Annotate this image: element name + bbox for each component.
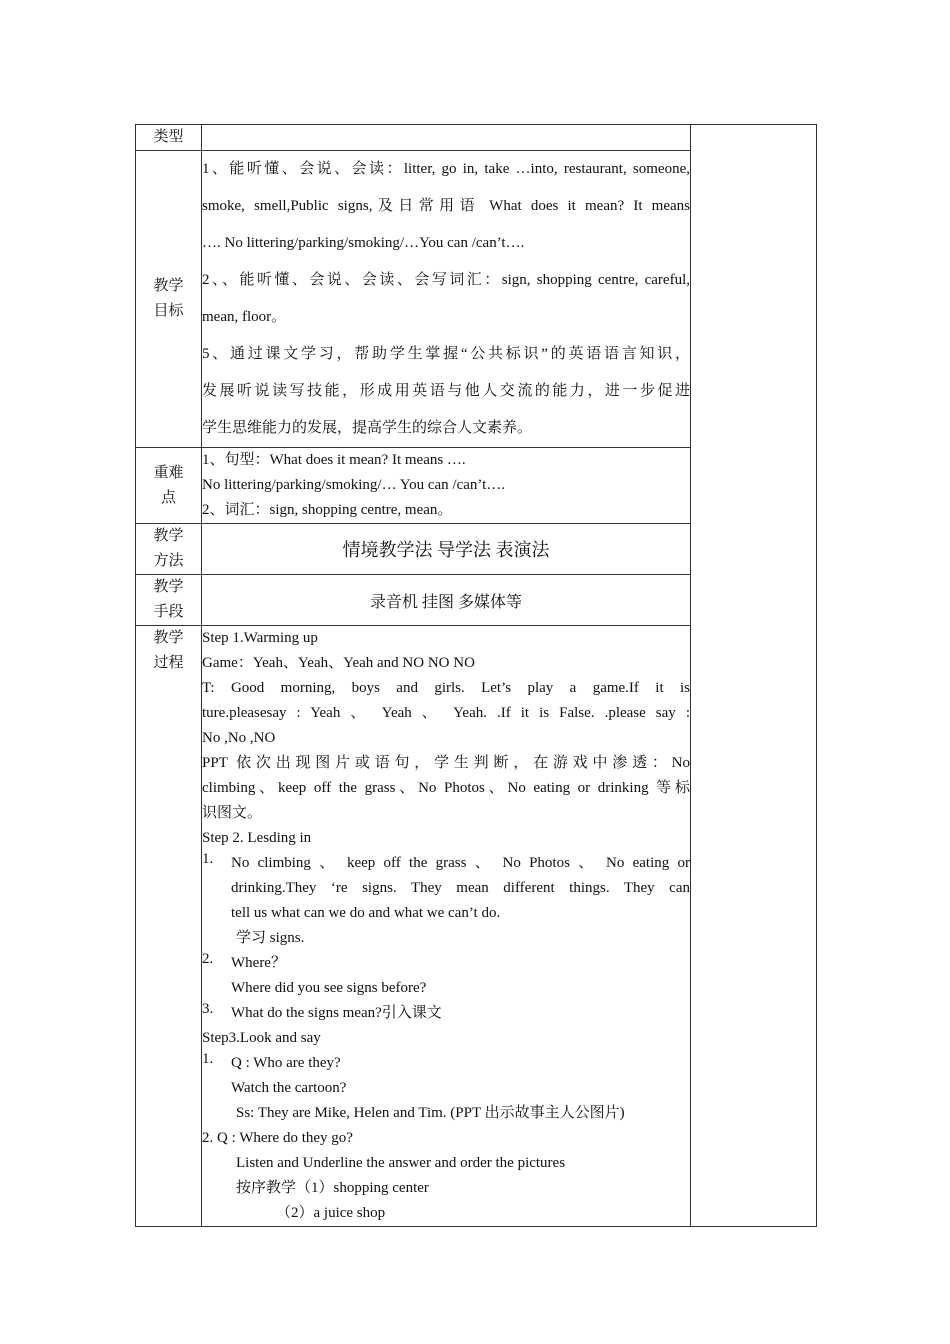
goal-line: 1、能听懂、会说、会读：litter, go in, take …into, restaurant, someone, bbox=[202, 161, 690, 177]
key-point-line: 2、词汇：sign, shopping centre, mean。 bbox=[202, 502, 453, 518]
list-item bbox=[202, 1051, 690, 1101]
label-tools-line-2: 手段 bbox=[153, 604, 184, 620]
key-point-line: No littering/parking/smoking/… You can /can’t…. bbox=[202, 477, 506, 493]
process-line: 2. Q : Where do they go? bbox=[202, 1130, 353, 1146]
process-content bbox=[202, 626, 691, 1227]
process-line: ture.pleasesay : Yeah 、 Yeah 、 Yeah. .If it is False. .please say : bbox=[202, 705, 690, 721]
list-item bbox=[202, 851, 690, 951]
process-line: Q : Who are they? bbox=[231, 1055, 341, 1071]
label-type bbox=[136, 125, 202, 151]
goals-content bbox=[202, 151, 691, 448]
step-title: Step3.Look and say bbox=[202, 1030, 321, 1046]
goal-line: 5、通过课文学习，帮助学生掌握“公共标识”的英语语言知识， bbox=[202, 346, 690, 362]
process-line: 识图文。 bbox=[202, 805, 263, 821]
list-item bbox=[202, 1001, 690, 1026]
process-line: T: Good morning, boys and girls. Let’s play a game.If it is bbox=[202, 680, 690, 696]
label-method bbox=[136, 524, 202, 575]
process-line: drinking.They ‘re signs. They mean different things. They can bbox=[231, 880, 690, 896]
process-line: Game：Yeah、Yeah、Yeah and NO NO NO bbox=[202, 655, 475, 671]
process-line: 学习 signs. bbox=[236, 930, 305, 946]
goal-line: smoke, smell,Public signs,及日常用语 What does it mean? It means bbox=[202, 198, 690, 214]
label-process bbox=[136, 626, 202, 1227]
label-goals-line-2: 目标 bbox=[153, 303, 184, 319]
step-title: Step 1.Warming up bbox=[202, 630, 318, 646]
tools-value: 录音机 挂图 多媒体等 bbox=[202, 575, 691, 626]
label-method-line-1: 教学 bbox=[153, 528, 184, 544]
list-number: 3. bbox=[202, 1001, 214, 1017]
label-process-line-1: 教学 bbox=[153, 630, 184, 646]
list-number: 2. bbox=[202, 951, 214, 967]
list-item bbox=[202, 951, 690, 1001]
label-goals-line-1: 教学 bbox=[153, 278, 184, 294]
list-number: 1. bbox=[202, 851, 214, 867]
goal-line: mean, floor。 bbox=[202, 309, 287, 325]
process-line: No ,No ,NO bbox=[202, 730, 276, 746]
value-type bbox=[202, 125, 691, 151]
label-tools bbox=[136, 575, 202, 626]
process-line: （2）a juice shop bbox=[276, 1205, 386, 1221]
process-line: No climbing 、 keep off the grass 、 No Photos 、 No eating or bbox=[231, 855, 690, 871]
label-key-line-2: 点 bbox=[160, 489, 176, 506]
process-line: Ss: They are Mike, Helen and Tim. (PPT 出示故事主人公图片) bbox=[236, 1105, 625, 1121]
right-margin-column bbox=[691, 125, 817, 1227]
key-points-content bbox=[202, 448, 691, 524]
process-line: tell us what can we do and what we can’t do. bbox=[231, 905, 501, 921]
process-line: Listen and Underline the answer and order the pictures bbox=[236, 1155, 566, 1171]
label-key-points bbox=[136, 448, 202, 524]
goal-line: …. No littering/parking/smoking/…You can /can’t…. bbox=[202, 235, 525, 251]
label-tools-line-1: 教学 bbox=[153, 579, 184, 595]
goal-line: 学生思维能力的发展，提高学生的综合人文素养。 bbox=[202, 420, 533, 436]
process-line: 按序教学（1）shopping center bbox=[236, 1180, 429, 1196]
key-point-line: 1、句型：What does it mean? It means …. bbox=[202, 452, 466, 468]
process-line: Where did you see signs before? bbox=[231, 980, 427, 996]
process-line: climbing、keep off the grass、No Photos、No eating or drinking 等标 bbox=[202, 780, 690, 796]
label-type-text: 类型 bbox=[153, 129, 184, 145]
method-value: 情境教学法 导学法 表演法 bbox=[202, 524, 691, 575]
process-line: What do the signs mean?引入课文 bbox=[231, 1005, 442, 1021]
process-line: PPT 依次出现图片或语句，学生判断，在游戏中渗透：No bbox=[202, 755, 690, 771]
list-number: 1. bbox=[202, 1051, 214, 1067]
step-title: Step 2. Lesding in bbox=[202, 830, 312, 846]
process-line: Where？ bbox=[231, 955, 286, 971]
process-line: Watch the cartoon? bbox=[231, 1080, 347, 1096]
goal-line: 2、、能听懂、会说、会读、会写词汇：sign, shopping centre, careful, bbox=[202, 272, 690, 288]
label-key-line-1: 重难 bbox=[153, 464, 184, 481]
label-goals bbox=[136, 151, 202, 448]
lesson-plan-table bbox=[135, 124, 817, 1227]
row-type bbox=[136, 125, 817, 151]
goal-line: 发展听说读写技能，形成用英语与他人交流的能力，进一步促进 bbox=[202, 383, 690, 399]
label-method-line-2: 方法 bbox=[153, 553, 184, 569]
label-process-line-2: 过程 bbox=[153, 655, 184, 671]
